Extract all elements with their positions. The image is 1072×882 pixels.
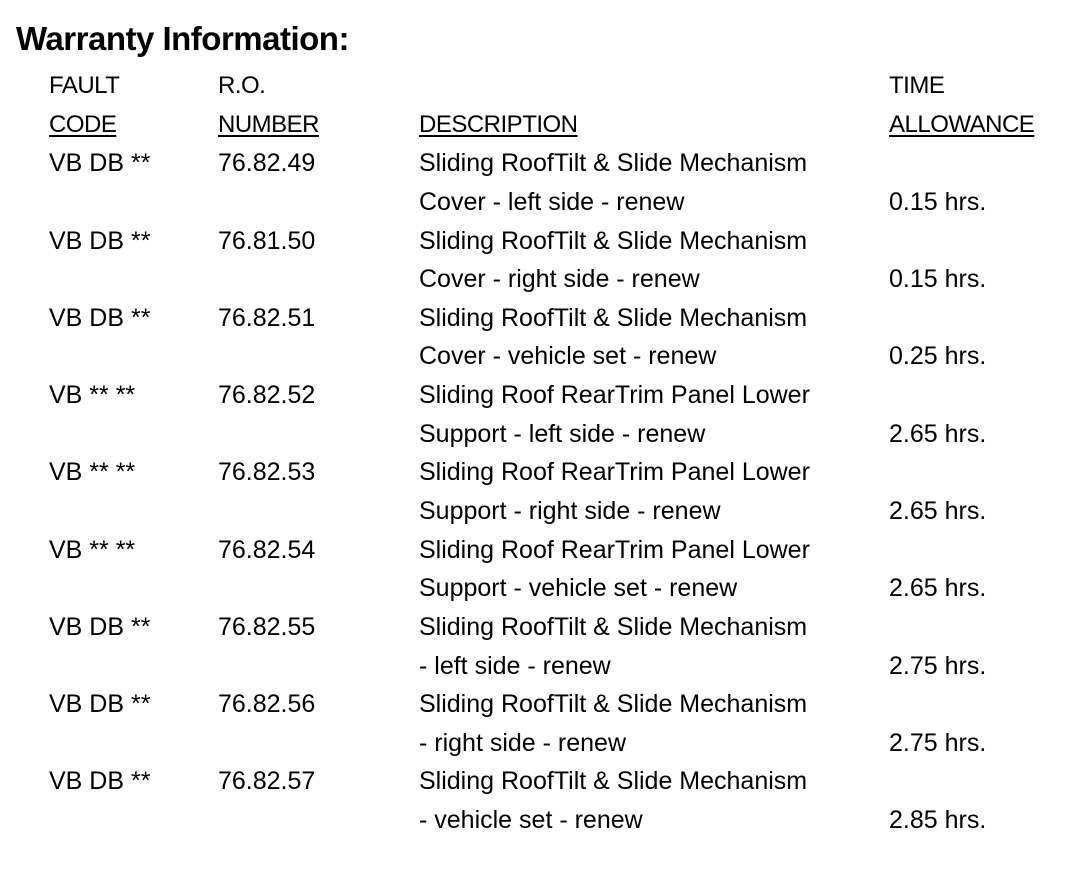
fault-code-cell: VB DB ** <box>49 690 151 718</box>
ro-number-cell: 76.82.57 <box>218 767 316 795</box>
description-line2: - vehicle set - renew <box>419 806 643 834</box>
description-line1: Sliding Roof RearTrim Panel Lower <box>419 458 810 486</box>
fault-code-cell: VB ** ** <box>49 536 136 564</box>
ro-number-cell: 76.81.50 <box>218 227 316 255</box>
header-fault-code: CODE <box>49 111 117 138</box>
fault-code-cell: VB DB ** <box>49 149 151 177</box>
time-allowance-cell: 0.15 hrs. <box>889 188 987 216</box>
ro-number-cell: 76.82.51 <box>218 304 316 332</box>
ro-number-cell: 76.82.53 <box>218 458 316 486</box>
description-line2: Cover - left side - renew <box>419 188 685 216</box>
ro-number-cell: 76.82.49 <box>218 149 316 177</box>
time-allowance-cell: 2.85 hrs. <box>889 806 987 834</box>
time-allowance-cell: 2.65 hrs. <box>889 420 987 448</box>
fault-code-cell: VB DB ** <box>49 767 151 795</box>
time-allowance-cell: 2.75 hrs. <box>889 652 987 680</box>
description-line1: Sliding RoofTilt & Slide Mechanism <box>419 304 808 332</box>
description-line2: Support - right side - renew <box>419 497 721 525</box>
time-allowance-cell: 2.65 hrs. <box>889 497 987 525</box>
ro-number-cell: 76.82.56 <box>218 690 316 718</box>
time-allowance-cell: 0.25 hrs. <box>889 342 987 370</box>
header-ro-number: NUMBER <box>218 111 320 138</box>
ro-number-cell: 76.82.52 <box>218 381 316 409</box>
ro-number-cell: 76.82.54 <box>218 536 316 564</box>
page-title: Warranty Information: <box>16 20 349 57</box>
description-line1: Sliding Roof RearTrim Panel Lower <box>419 381 810 409</box>
header-description: DESCRIPTION <box>419 111 578 138</box>
time-allowance-cell: 2.65 hrs. <box>889 574 987 602</box>
header-ro-line1: R.O. <box>218 72 266 99</box>
description-line1: Sliding Roof RearTrim Panel Lower <box>419 536 810 564</box>
header-time-line1: TIME <box>889 72 945 99</box>
fault-code-cell: VB ** ** <box>49 458 136 486</box>
description-line2: - right side - renew <box>419 729 627 757</box>
time-allowance-cell: 0.15 hrs. <box>889 265 987 293</box>
description-line1: Sliding RoofTilt & Slide Mechanism <box>419 227 808 255</box>
fault-code-cell: VB DB ** <box>49 227 151 255</box>
description-line1: Sliding RoofTilt & Slide Mechanism <box>419 767 808 795</box>
time-allowance-cell: 2.75 hrs. <box>889 729 987 757</box>
fault-code-cell: VB ** ** <box>49 381 136 409</box>
fault-code-cell: VB DB ** <box>49 613 151 641</box>
header-fault-line1: FAULT <box>49 72 120 99</box>
description-line2: Cover - right side - renew <box>419 265 700 293</box>
description-line1: Sliding RoofTilt & Slide Mechanism <box>419 149 808 177</box>
description-line2: Cover - vehicle set - renew <box>419 342 717 370</box>
fault-code-cell: VB DB ** <box>49 304 151 332</box>
description-line2: Support - left side - renew <box>419 420 706 448</box>
header-time-allowance: ALLOWANCE <box>889 111 1035 138</box>
description-line1: Sliding RoofTilt & Slide Mechanism <box>419 613 808 641</box>
ro-number-cell: 76.82.55 <box>218 613 316 641</box>
description-line1: Sliding RoofTilt & Slide Mechanism <box>419 690 808 718</box>
description-line2: - left side - renew <box>419 652 611 680</box>
description-line2: Support - vehicle set - renew <box>419 574 738 602</box>
